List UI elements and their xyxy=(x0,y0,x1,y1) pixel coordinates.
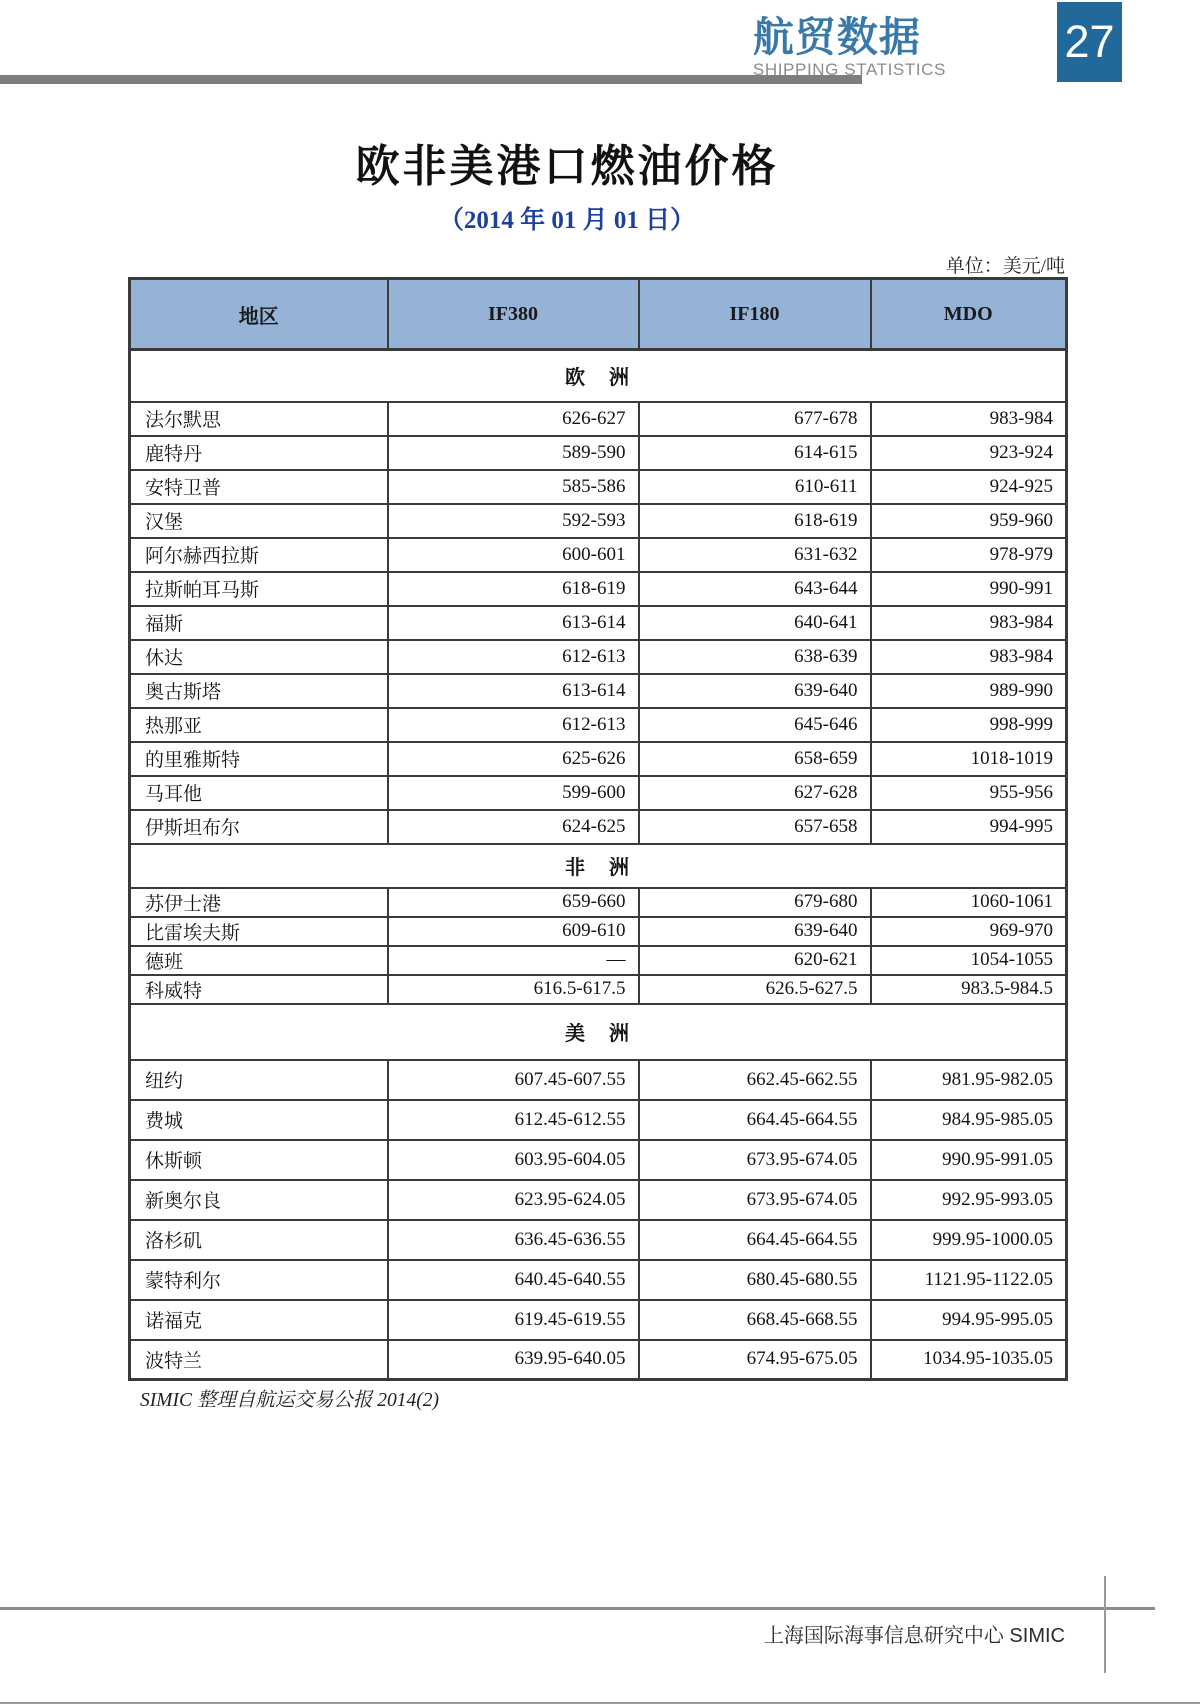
table-row xyxy=(130,810,1067,844)
mdo-cell: 1034.95-1035.05 xyxy=(871,1340,1067,1380)
unit-label: 单位：美元/吨 xyxy=(945,256,1065,277)
mdo-cell: 1018-1019 xyxy=(871,742,1067,776)
table-row xyxy=(130,1140,1067,1180)
mdo-cell: 981.95-982.05 xyxy=(871,1060,1067,1100)
mdo-cell: 955-956 xyxy=(871,776,1067,810)
if380-cell: 592-593 xyxy=(388,504,639,538)
port-cell: 德班 xyxy=(130,946,388,975)
mdo-cell: 924-925 xyxy=(871,470,1067,504)
footer-organization: 上海国际海事信息研究中心 SIMIC xyxy=(763,1625,1065,1647)
table-row xyxy=(130,742,1067,776)
if180-cell: 620-621 xyxy=(639,946,871,975)
if380-cell: 600-601 xyxy=(388,538,639,572)
port-cell: 拉斯帕耳马斯 xyxy=(130,572,388,606)
if180-cell: 657-658 xyxy=(639,810,871,844)
port-cell: 安特卫普 xyxy=(130,470,388,504)
footer-rule xyxy=(0,1607,1155,1610)
page-bottom-rule xyxy=(0,1702,1200,1704)
port-cell: 马耳他 xyxy=(130,776,388,810)
if180-cell: 664.45-664.55 xyxy=(639,1100,871,1140)
table-row xyxy=(130,436,1067,470)
port-cell: 科威特 xyxy=(130,975,388,1004)
column-header-region: 地区 xyxy=(130,279,388,350)
mdo-cell: 983-984 xyxy=(871,640,1067,674)
section-row xyxy=(130,350,1067,402)
column-header-mdo: MDO xyxy=(871,279,1067,350)
table-row xyxy=(130,946,1067,975)
section-label: 美 洲 xyxy=(130,1004,1067,1060)
if180-cell: 662.45-662.55 xyxy=(639,1060,871,1100)
if380-cell: 612-613 xyxy=(388,708,639,742)
if380-cell: 618-619 xyxy=(388,572,639,606)
table-row xyxy=(130,402,1067,436)
port-cell: 阿尔赫西拉斯 xyxy=(130,538,388,572)
mdo-cell: 994.95-995.05 xyxy=(871,1300,1067,1340)
mdo-cell: 969-970 xyxy=(871,917,1067,946)
page-title: 欧非美港口燃油价格 xyxy=(355,142,779,191)
if380-cell: — xyxy=(388,946,639,975)
table-row xyxy=(130,538,1067,572)
mdo-cell: 994-995 xyxy=(871,810,1067,844)
port-cell: 热那亚 xyxy=(130,708,388,742)
mdo-cell: 990-991 xyxy=(871,572,1067,606)
fuel-price-table xyxy=(128,277,1068,1381)
table-row xyxy=(130,776,1067,810)
if380-cell: 585-586 xyxy=(388,470,639,504)
mdo-cell: 998-999 xyxy=(871,708,1067,742)
port-cell: 的里雅斯特 xyxy=(130,742,388,776)
source-note: SIMIC 整理自航运交易公报 2014(2) xyxy=(140,1390,439,1411)
if380-cell: 613-614 xyxy=(388,606,639,640)
table-row xyxy=(130,975,1067,1004)
if180-cell: 643-644 xyxy=(639,572,871,606)
masthead-rule xyxy=(0,75,862,84)
table-row xyxy=(130,708,1067,742)
mdo-cell: 983-984 xyxy=(871,606,1067,640)
table-row xyxy=(130,1060,1067,1100)
mdo-cell: 999.95-1000.05 xyxy=(871,1220,1067,1260)
mdo-cell: 983.5-984.5 xyxy=(871,975,1067,1004)
port-cell: 汉堡 xyxy=(130,504,388,538)
if380-cell: 636.45-636.55 xyxy=(388,1220,639,1260)
if380-cell: 626-627 xyxy=(388,402,639,436)
if180-cell: 614-615 xyxy=(639,436,871,470)
if380-cell: 603.95-604.05 xyxy=(388,1140,639,1180)
if380-cell: 639.95-640.05 xyxy=(388,1340,639,1380)
port-cell: 新奥尔良 xyxy=(130,1180,388,1220)
port-cell: 洛杉矶 xyxy=(130,1220,388,1260)
mdo-cell: 992.95-993.05 xyxy=(871,1180,1067,1220)
if180-cell: 679-680 xyxy=(639,888,871,917)
mdo-cell: 978-979 xyxy=(871,538,1067,572)
if180-cell: 626.5-627.5 xyxy=(639,975,871,1004)
mdo-cell: 1060-1061 xyxy=(871,888,1067,917)
if380-cell: 659-660 xyxy=(388,888,639,917)
mdo-cell: 989-990 xyxy=(871,674,1067,708)
port-cell: 伊斯坦布尔 xyxy=(130,810,388,844)
table-row xyxy=(130,1300,1067,1340)
table-row xyxy=(130,888,1067,917)
if380-cell: 625-626 xyxy=(388,742,639,776)
if380-cell: 613-614 xyxy=(388,674,639,708)
if380-cell: 623.95-624.05 xyxy=(388,1180,639,1220)
port-cell: 休达 xyxy=(130,640,388,674)
fuel-table-body xyxy=(130,350,1067,1380)
date-line: （2014 年 01 月 01 日） xyxy=(438,207,696,234)
if380-cell: 616.5-617.5 xyxy=(388,975,639,1004)
mdo-cell: 983-984 xyxy=(871,402,1067,436)
if180-cell: 645-646 xyxy=(639,708,871,742)
if180-cell: 627-628 xyxy=(639,776,871,810)
if180-cell: 673.95-674.05 xyxy=(639,1180,871,1220)
port-cell: 诺福克 xyxy=(130,1300,388,1340)
table-row xyxy=(130,504,1067,538)
if180-cell: 658-659 xyxy=(639,742,871,776)
if380-cell: 607.45-607.55 xyxy=(388,1060,639,1100)
page-number: 27 xyxy=(1064,16,1115,67)
table-row xyxy=(130,1220,1067,1260)
table-row xyxy=(130,1100,1067,1140)
footer-vertical-rule xyxy=(1104,1576,1106,1673)
if180-cell: 674.95-675.05 xyxy=(639,1340,871,1380)
mdo-cell: 984.95-985.05 xyxy=(871,1100,1067,1140)
table-row xyxy=(130,917,1067,946)
port-cell: 法尔默思 xyxy=(130,402,388,436)
port-cell: 苏伊士港 xyxy=(130,888,388,917)
if180-cell: 664.45-664.55 xyxy=(639,1220,871,1260)
if180-cell: 640-641 xyxy=(639,606,871,640)
port-cell: 纽约 xyxy=(130,1060,388,1100)
port-cell: 奥古斯塔 xyxy=(130,674,388,708)
masthead-brand xyxy=(753,14,946,79)
if380-cell: 599-600 xyxy=(388,776,639,810)
if380-cell: 612-613 xyxy=(388,640,639,674)
if180-cell: 618-619 xyxy=(639,504,871,538)
section-label: 欧 洲 xyxy=(130,350,1067,402)
column-header-if180: IF180 xyxy=(639,279,871,350)
port-cell: 蒙特利尔 xyxy=(130,1260,388,1300)
table-row xyxy=(130,606,1067,640)
if180-cell: 639-640 xyxy=(639,674,871,708)
port-cell: 鹿特丹 xyxy=(130,436,388,470)
page-number-box xyxy=(1057,2,1122,82)
mdo-cell: 1121.95-1122.05 xyxy=(871,1260,1067,1300)
if180-cell: 638-639 xyxy=(639,640,871,674)
table-row xyxy=(130,470,1067,504)
port-cell: 休斯顿 xyxy=(130,1140,388,1180)
section-row xyxy=(130,1004,1067,1060)
brand-title-en: SHIPPING STATISTICS xyxy=(752,60,946,79)
if380-cell: 612.45-612.55 xyxy=(388,1100,639,1140)
mdo-cell: 990.95-991.05 xyxy=(871,1140,1067,1180)
table-row xyxy=(130,674,1067,708)
if180-cell: 680.45-680.55 xyxy=(639,1260,871,1300)
fuel-price-table-wrap xyxy=(128,277,1065,1381)
section-label: 非 洲 xyxy=(130,844,1067,888)
port-cell: 费城 xyxy=(130,1100,388,1140)
table-header-row xyxy=(130,279,1067,350)
table-row xyxy=(130,640,1067,674)
if180-cell: 610-611 xyxy=(639,470,871,504)
port-cell: 波特兰 xyxy=(130,1340,388,1380)
mdo-cell: 959-960 xyxy=(871,504,1067,538)
if180-cell: 631-632 xyxy=(639,538,871,572)
port-cell: 福斯 xyxy=(130,606,388,640)
if380-cell: 609-610 xyxy=(388,917,639,946)
table-row xyxy=(130,1340,1067,1380)
if380-cell: 624-625 xyxy=(388,810,639,844)
column-header-if380: IF380 xyxy=(388,279,639,350)
if380-cell: 619.45-619.55 xyxy=(388,1300,639,1340)
if180-cell: 673.95-674.05 xyxy=(639,1140,871,1180)
mdo-cell: 923-924 xyxy=(871,436,1067,470)
table-row xyxy=(130,1180,1067,1220)
table-row xyxy=(130,1260,1067,1300)
if180-cell: 677-678 xyxy=(639,402,871,436)
brand-title-cn: 航贸数据 xyxy=(752,14,921,60)
section-row xyxy=(130,844,1067,888)
table-row xyxy=(130,572,1067,606)
if380-cell: 589-590 xyxy=(388,436,639,470)
if180-cell: 668.45-668.55 xyxy=(639,1300,871,1340)
if180-cell: 639-640 xyxy=(639,917,871,946)
if380-cell: 640.45-640.55 xyxy=(388,1260,639,1300)
mdo-cell: 1054-1055 xyxy=(871,946,1067,975)
port-cell: 比雷埃夫斯 xyxy=(130,917,388,946)
